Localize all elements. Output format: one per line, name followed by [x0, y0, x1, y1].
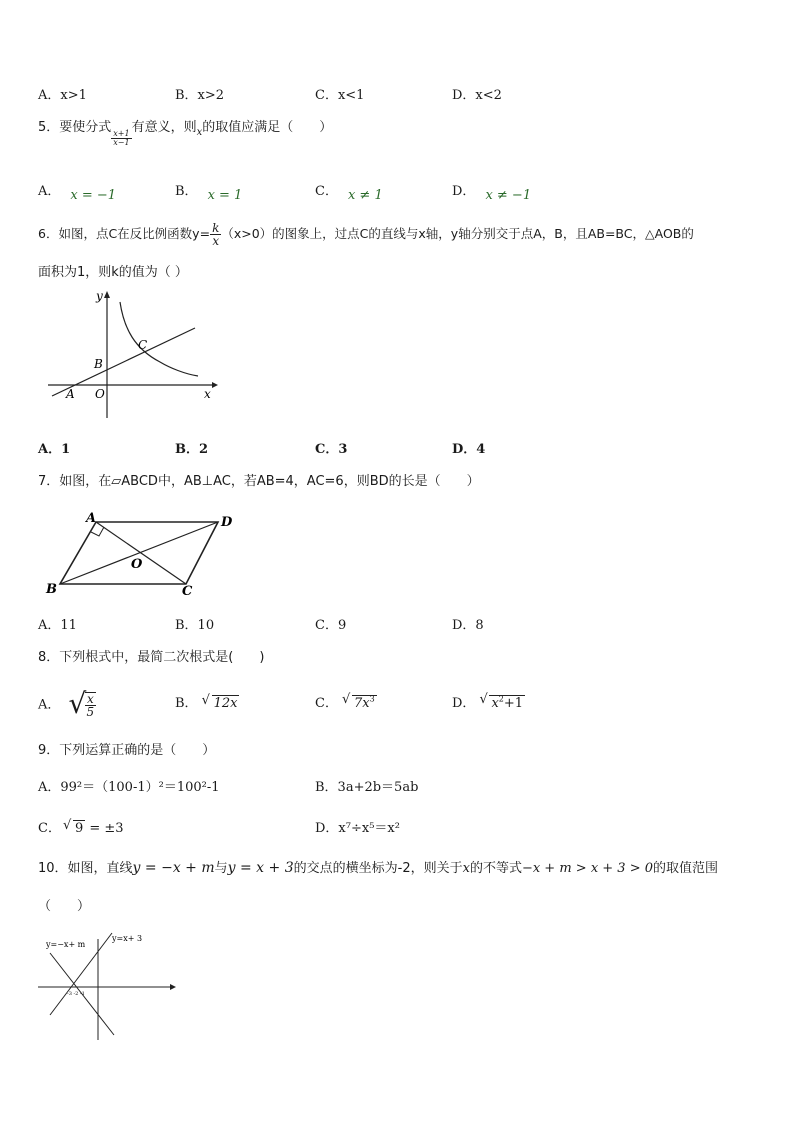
q6-y-arrow	[104, 291, 110, 298]
q6-label-c: C	[138, 338, 148, 352]
q5-frac-num: x+1	[113, 129, 130, 138]
q7-option-c: C．9	[315, 618, 347, 633]
q8-c-radicand	[352, 695, 377, 711]
q6-option-b: B．2	[175, 442, 209, 457]
q8-c-label: C．	[315, 696, 338, 711]
q7-label-c: C	[182, 584, 193, 598]
q5-frac-den: x−1	[113, 138, 130, 147]
q7-diagonal-bd	[60, 522, 218, 584]
q8-a-den: 5	[86, 705, 95, 719]
q9-option-a: A．99²＝（100-1）²＝100²-1	[38, 780, 220, 795]
q8-c-sqrt-sign: √	[341, 691, 351, 707]
q5-d-value: x ≠ −1	[485, 188, 532, 203]
q7-question: 7．如图，在▱ABCD中，AB⊥AC，若AB=4，AC=6，则BD的长是（ ）	[38, 474, 480, 489]
q8-c-base: 7x	[353, 696, 370, 711]
q9-option-c	[38, 817, 124, 836]
q8-d-exponent: 2	[498, 694, 504, 704]
q5-c-label: C．	[315, 184, 338, 199]
q6-option-d: D．4	[452, 442, 486, 457]
q6-line2: 面积为1，则k的值为（ ）	[38, 265, 188, 280]
q8-a-label: A．	[38, 697, 61, 713]
q8-d-plus-one: +1	[503, 696, 524, 711]
q5-text-mid: 有意义，则	[131, 120, 197, 135]
q6-text-pre: 6．如图，点C在反比例函数y=	[38, 226, 211, 241]
q8-option-b	[175, 692, 239, 711]
q6-hyperbola	[120, 302, 198, 376]
q10-label-l2: y=x+ 3	[112, 934, 143, 943]
q8-d-radicand	[489, 695, 525, 711]
q5-option-c	[315, 180, 383, 203]
q8-a-sqrt-sign: √	[68, 687, 87, 720]
q5-option-d	[452, 180, 532, 203]
q7-option-b: B．10	[175, 618, 215, 633]
q5-c-value: x ≠ 1	[347, 188, 383, 203]
q10-figure	[36, 925, 181, 1043]
q9-option-d: D．x⁷÷x⁵＝x²	[315, 821, 400, 836]
q5-question	[38, 116, 332, 147]
q6-figure	[40, 284, 230, 419]
q8-d-base: x	[491, 696, 499, 711]
q5-fraction	[111, 130, 131, 147]
q5-text-post: 的取值应满足（ ）	[202, 120, 333, 135]
q9-question: 9．下列运算正确的是（ ）	[38, 743, 216, 758]
q6-frac-k: k	[212, 221, 220, 235]
q10-label-l1: y=−x+ m	[46, 940, 86, 949]
q8-option-a	[38, 687, 96, 720]
q9-c-radicand: 9	[74, 821, 84, 836]
q6-option-a: A．1	[38, 442, 71, 457]
q5-a-value: x = −1	[70, 188, 117, 203]
q8-d-label: D．	[452, 696, 476, 711]
q8-question: 8．下列根式中，最简二次根式是( )	[38, 650, 265, 665]
q5-b-value: x = 1	[207, 188, 243, 203]
q10-text-mid3: 的不等式	[469, 861, 522, 876]
q8-c-radical	[341, 691, 377, 711]
q6-label-b: B	[94, 357, 103, 371]
q7-label-a: A	[86, 511, 97, 526]
q5-a-label: A．	[38, 184, 61, 199]
q8-b-radical	[201, 693, 240, 711]
q7-label-d: D	[221, 515, 233, 530]
q7-option-d: D．8	[452, 618, 484, 633]
q9-c-sqrt-sign: √	[62, 818, 72, 833]
q10-line1	[38, 857, 718, 876]
q6-option-c: C．3	[315, 442, 348, 457]
q6-label-x: x	[204, 387, 211, 401]
q10-text-mid2: 的交点的横坐标为-2，则关于	[293, 861, 463, 876]
q9-c-result: = ±3	[85, 821, 124, 836]
q6-fraction	[210, 222, 221, 247]
q8-d-radical	[479, 691, 525, 711]
q5-text-pre: 5．要使分式	[38, 120, 112, 135]
q6-line1	[38, 222, 694, 247]
q8-b-label: B．	[175, 696, 198, 711]
q10-text-pre: 10．如图，直线	[38, 861, 133, 876]
q6-frac-x: x	[212, 234, 220, 248]
q10-eq2: y = x + 3	[227, 860, 294, 876]
q7-label-b: B	[46, 582, 57, 597]
q4-option-d: D．x<2	[452, 88, 502, 103]
q8-b-radicand: 12x	[213, 696, 238, 711]
q7-diagonal-ac	[96, 522, 186, 584]
q4-option-a: A．x>1	[38, 88, 87, 103]
q8-a-num: x	[85, 693, 97, 706]
q6-label-a: A	[66, 387, 75, 401]
q5-b-label: B．	[175, 184, 198, 199]
q4-option-b: B．x>2	[175, 88, 225, 103]
q8-option-c	[315, 692, 377, 711]
q8-option-d	[452, 692, 525, 711]
q10-text-mid1: 与	[214, 861, 228, 876]
q8-b-sqrt-sign: √	[201, 693, 210, 708]
q7-figure	[40, 508, 250, 598]
q10-line2: （ ）	[38, 899, 91, 914]
q10-tick-labels: -3 -2 -1	[67, 991, 85, 997]
q9-c-radical	[62, 818, 85, 836]
q7-option-a: A．11	[38, 618, 77, 633]
q8-d-sqrt-sign: √	[479, 691, 488, 707]
q6-x-arrow	[212, 382, 218, 388]
q10-eq1: y = −x + m	[132, 860, 215, 876]
q6-label-o: O	[95, 387, 105, 401]
q8-c-exponent: 3	[369, 694, 375, 704]
q10-inequality: −x + m > x + 3 > 0	[521, 861, 654, 876]
q5-var: x	[196, 127, 203, 138]
q4-option-c: C．x<1	[315, 88, 365, 103]
q9-c-label: C．	[38, 821, 61, 836]
q5-option-a	[38, 180, 117, 203]
q6-line-ac	[52, 328, 195, 396]
q6-text-post: （x>0）的图象上，过点C的直线与x轴，y轴分别交于点A，B，且AB=BC，△AOB的	[221, 226, 694, 241]
q9-option-b: B．3a+2b＝5ab	[315, 780, 419, 795]
q6-label-y: y	[96, 289, 103, 303]
q7-label-o: O	[131, 557, 143, 572]
q8-a-radical	[68, 687, 97, 720]
q10-text-post: 的取值范围	[653, 861, 719, 876]
q10-x-arrow	[170, 984, 176, 990]
q5-d-label: D．	[452, 184, 476, 199]
q5-option-b	[175, 180, 243, 203]
q10-var: x	[462, 861, 470, 876]
